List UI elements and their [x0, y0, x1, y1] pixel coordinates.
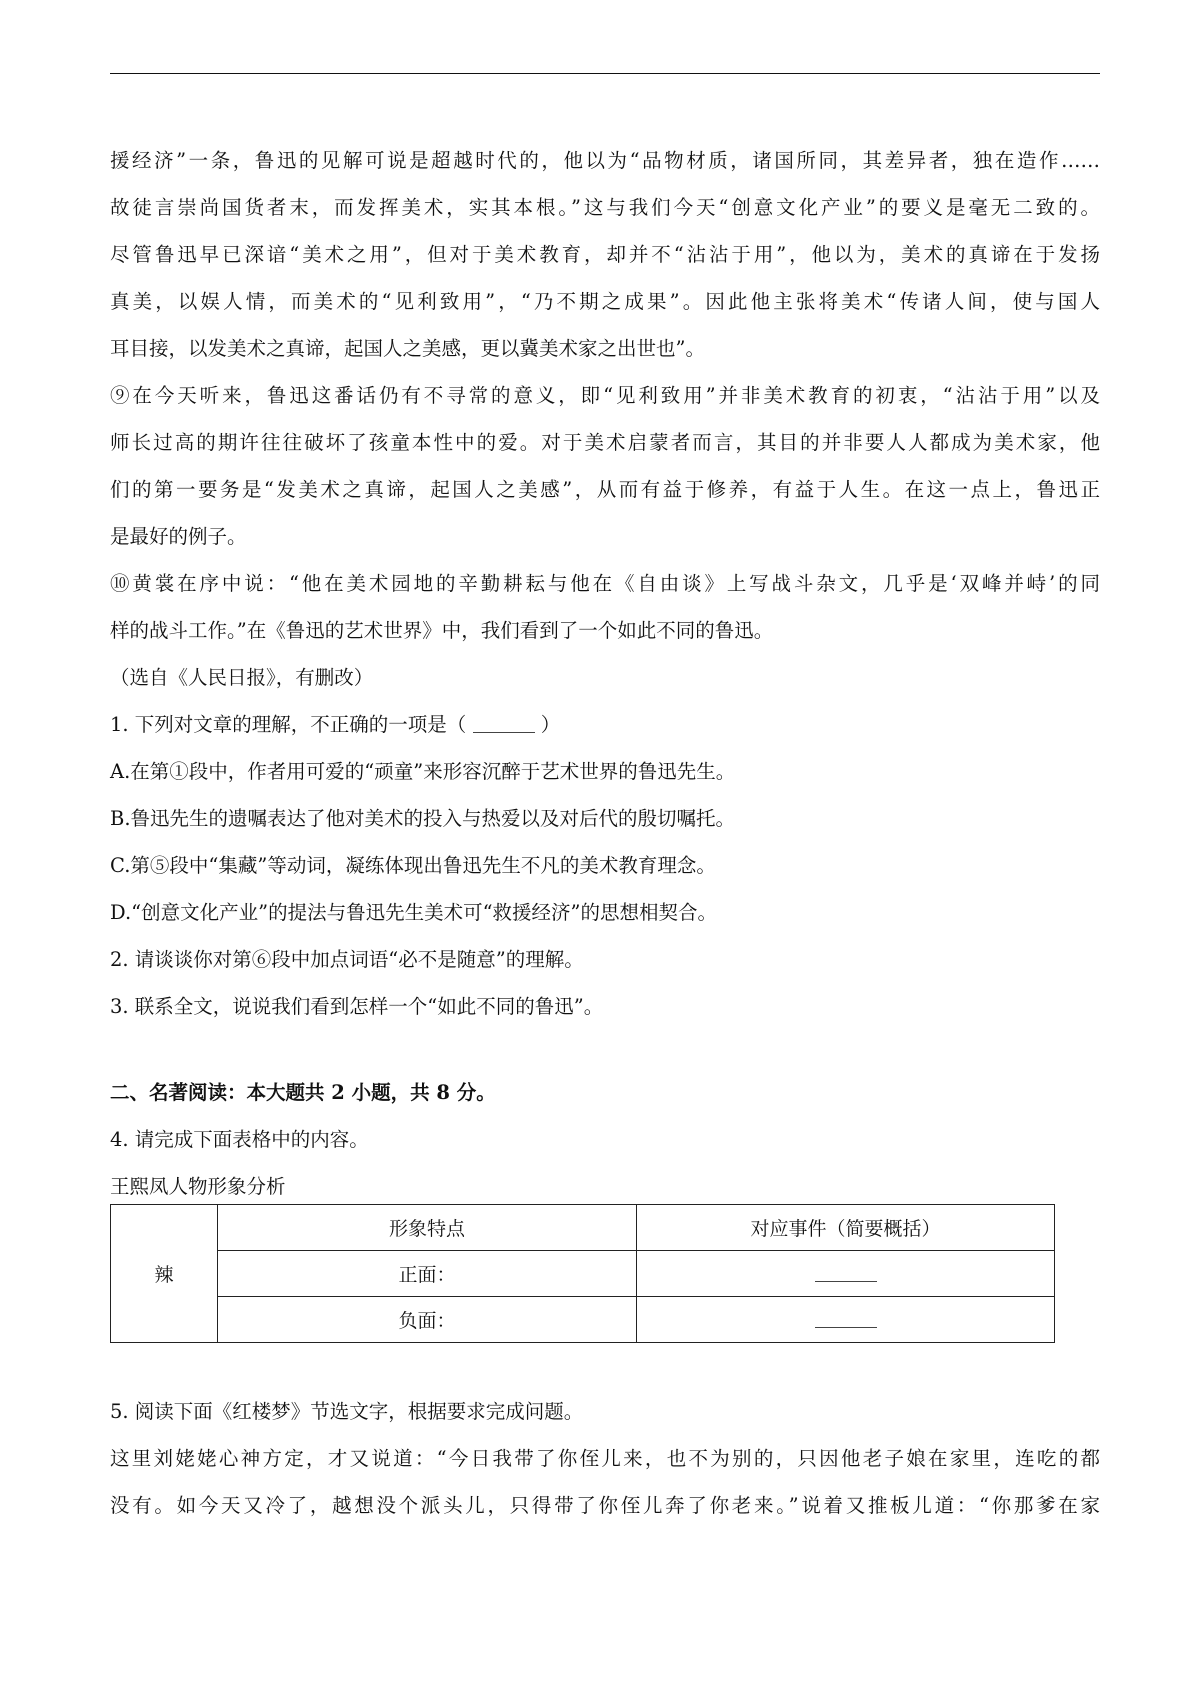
header-event-cell: 对应事件（简要概括）	[637, 1205, 1055, 1251]
text-line: 们的第一要务是“发美术之真谛，起国人之美感”，从而有益于修养，有益于人生。在这一点上，鲁迅正	[110, 478, 1100, 501]
question-1-options	[110, 761, 1100, 924]
text-line: 师长过高的期许往往破坏了孩童本性中的爱。对于美术启蒙者而言，其目的并非要人人都成为美术家，他	[110, 431, 1100, 454]
text-line: 没有。如今天又冷了，越想没个派头儿，只得带了你侄儿奔了你老来。”说着又推板儿道：“你那爹在家	[110, 1494, 1100, 1517]
text-line: 这里刘姥姥心神方定，才又说道：“今日我带了你侄儿来，也不为别的，只因他老子娘在家里，连吃的都	[110, 1447, 1100, 1470]
option-item: C.第⑤段中“集藏”等动词，凝练体现出鲁迅先生不凡的美术教育理念。	[110, 854, 716, 877]
header-rule	[110, 73, 1100, 74]
document-body	[110, 150, 1100, 1542]
text-line: ⑩黄裳在序中说：“他在美术园地的辛勤耕耘与他在《自由谈》上写战斗杂文，几乎是‘双峰并峙’的同	[110, 572, 1100, 595]
table-row	[111, 1297, 1055, 1343]
answer-blank[interactable]	[815, 1313, 877, 1328]
answer-blank[interactable]	[473, 718, 535, 733]
text-line: 援经济”一条，鲁迅的见解可说是超越时代的，他以为“品物材质，诸国所同，其差异者，独在造作……	[110, 149, 1100, 172]
passage-continued	[110, 150, 1100, 689]
option-item: D.“创意文化产业”的提法与鲁迅先生美术可“救援经济”的思想相契合。	[110, 901, 718, 924]
character-analysis-table	[110, 1204, 1055, 1343]
text-line: 样的战斗工作。”在《鲁迅的艺术世界》中，我们看到了一个如此不同的鲁迅。	[110, 619, 774, 642]
question-4: 4. 请完成下面表格中的内容。	[110, 1128, 369, 1151]
question-2: 2. 请谈谈你对第⑥段中加点词语“必不是随意”的理解。	[110, 948, 584, 971]
header-trait-cell: 形象特点	[218, 1205, 637, 1251]
question-5-passage	[110, 1448, 1100, 1517]
option-item: B.鲁迅先生的遗嘱表达了他对美术的投入与热爱以及对后代的殷切嘱托。	[110, 807, 736, 830]
option-item: A.在第①段中，作者用可爱的“顽童”来形容沉醉于艺术世界的鲁迅先生。	[110, 760, 736, 783]
negative-label-cell: 负面：	[218, 1297, 637, 1343]
text-line: 真美，以娱人情，而美术的“见利致用”，“乃不期之成果”。因此他主张将美术“传诸人间，使与国人	[110, 290, 1100, 313]
text-line: 故徒言崇尚国货者末，而发挥美术，实其本根。”这与我们今天“创意文化产业”的要义是毫无二致的。	[110, 196, 1100, 219]
question-3: 3. 联系全文，说说我们看到怎样一个“如此不同的鲁迅”。	[110, 995, 604, 1018]
text-line: 耳目接，以发美术之真谛，起国人之美感，更以冀美术家之出世也”。	[110, 337, 705, 360]
text-line: ⑨在今天听来，鲁迅这番话仍有不寻常的意义，即“见利致用”并非美术教育的初衷，“沾沾于用”以及	[110, 384, 1100, 407]
positive-label-cell: 正面：	[218, 1251, 637, 1297]
negative-answer-cell	[637, 1297, 1055, 1343]
text-line: 是最好的例子。	[110, 525, 247, 548]
trait-cell: 辣	[111, 1205, 218, 1343]
answer-blank[interactable]	[815, 1267, 877, 1282]
positive-answer-cell	[637, 1251, 1055, 1297]
text-line: （选自《人民日报》，有删改）	[110, 666, 374, 689]
question-5: 5. 阅读下面《红楼梦》节选文字，根据要求完成问题。	[110, 1400, 584, 1423]
question-1: 1. 下列对文章的理解，不正确的一项是（ ）	[110, 713, 561, 736]
table-row	[111, 1251, 1055, 1297]
text-line: 尽管鲁迅早已深谙“美术之用”，但对于美术教育，却并不“沾沾于用”，他以为，美术的真谛在于发扬	[110, 243, 1100, 266]
table-caption: 王熙凤人物形象分析	[110, 1175, 286, 1198]
section-2-title: 二、名著阅读：本大题共 2 小题，共 8 分。	[110, 1081, 496, 1104]
table-row	[111, 1205, 1055, 1251]
